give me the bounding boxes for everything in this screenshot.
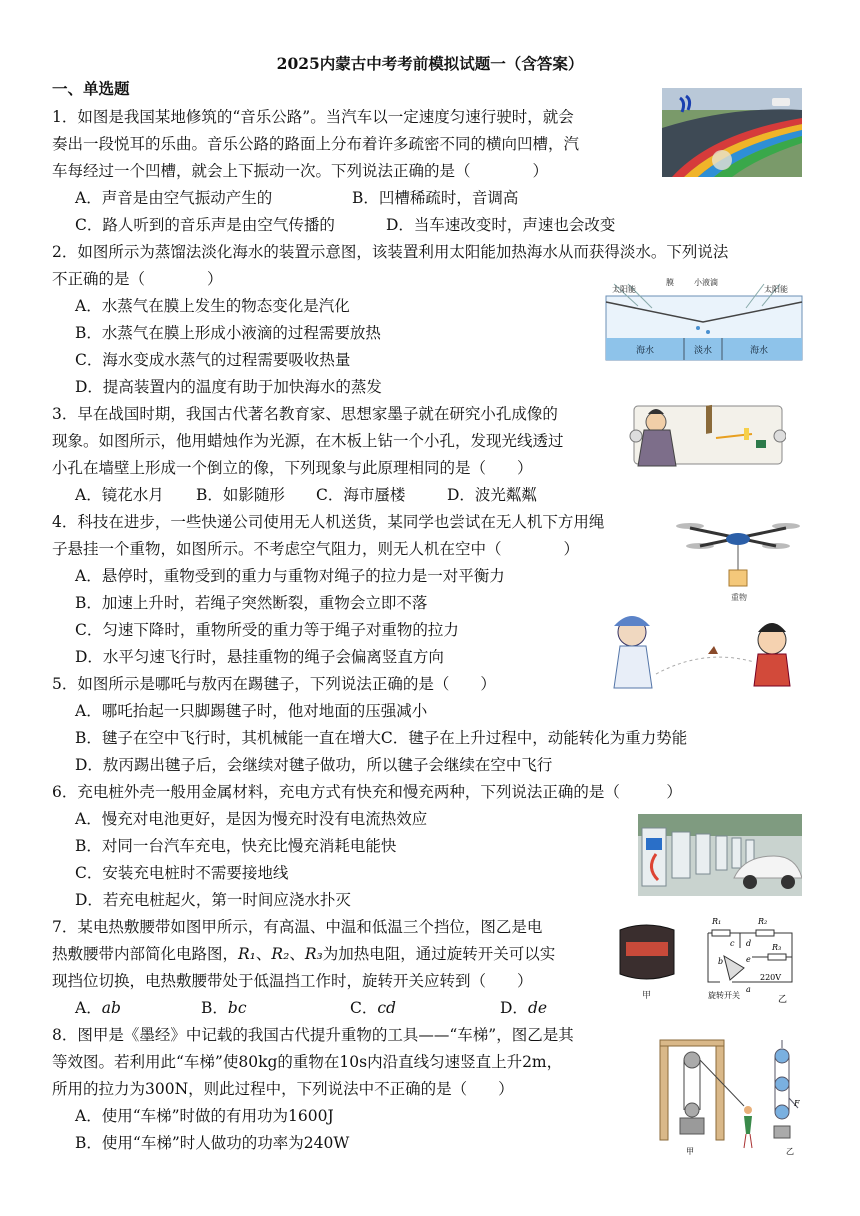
q8-option-a: A．使用“车梯”时做的有用功为1600J — [75, 1107, 334, 1125]
label-r2: R₂ — [758, 917, 768, 926]
label-solar-left: 太阳能 — [612, 285, 636, 294]
q7-r1-symbol: R₁ — [238, 945, 256, 963]
q5-option-d: D．敖丙踢出毽子后，会继续对毽子做功，所以毽子会继续在空中飞行 — [75, 756, 553, 774]
q4-option-a: A．悬停时，重物受到的重力与重物对绳子的拉力是一对平衡力 — [75, 567, 505, 585]
label-weight: 重物 — [731, 593, 747, 602]
q1-option-b: B．凹槽稀疏时，音调高 — [352, 189, 519, 207]
q7-r2-symbol: R₂ — [271, 945, 290, 963]
q6-option-d: D．若充电桩起火，第一时间应浇水扑灭 — [75, 891, 351, 909]
label-figure-yi: 乙 — [786, 1147, 794, 1156]
label-droplet: 小液滴 — [694, 278, 718, 287]
q7-stem-line3: 现挡位切换，电热敷腰带处于低温挡工作时，旋转开关应转到（ ） — [52, 972, 533, 990]
q2-option-a: A．水蒸气在膜上发生的物态变化是汽化 — [75, 297, 350, 315]
q3-stem-line3: 小孔在墙壁上形成一个倒立的像，下列现象与此原理相同的是（ ） — [52, 459, 533, 477]
label-node-a: a — [746, 985, 751, 994]
charging-station-photo — [638, 814, 802, 896]
q7-separator-2: 、 — [289, 945, 305, 963]
q1-stem-line2: 奏出一段悦耳的乐曲。音乐公路的路面上分布着许多疏密不同的横向凹槽，汽 — [52, 135, 580, 153]
q4-option-d: D．水平匀速飞行时，悬挂重物的绳子会偏离竖直方向 — [75, 648, 444, 666]
q7-option-a-letter: A． — [75, 999, 102, 1017]
label-rotary-switch: 旋转开关 — [708, 991, 740, 1000]
q7-option-d-value: de — [527, 999, 548, 1017]
q2-option-d: D．提高装置内的温度有助于加快海水的蒸发 — [75, 378, 382, 396]
nezha-aobing-shuttlecock-illustration — [604, 612, 800, 696]
label-r1: R₁ — [712, 917, 722, 926]
q7-option-b-value: bc — [227, 999, 247, 1017]
label-solar-right: 太阳能 — [764, 285, 788, 294]
label-voltage: 220V — [760, 973, 782, 982]
label-seawater-left: 海水 — [636, 346, 655, 356]
q3-option-d: D．波光粼粼 — [447, 486, 537, 504]
q7-option-b — [201, 998, 247, 1018]
label-node-d: d — [746, 939, 752, 948]
q4-option-b: B．加速上升时，若绳子突然断裂，重物会立即不落 — [75, 594, 428, 612]
mozi-pinhole-illustration — [626, 400, 786, 472]
q2-stem-line1: 2．如图所示为蒸馏法淡化海水的装置示意图，该装置利用太阳能加热海水从而获得淡水。下列说法 — [52, 243, 729, 261]
label-node-b: b — [718, 957, 724, 966]
label-seawater-right: 海水 — [750, 346, 769, 356]
q3-option-c: C．海市蜃楼 — [316, 486, 406, 504]
q2-option-b: B．水蒸气在膜上形成小液滴的过程需要放热 — [75, 324, 381, 342]
label-membrane: 膜 — [666, 278, 674, 287]
page-title: 2025内蒙古中考考前模拟试题一（含答案） — [276, 54, 584, 73]
q3-stem-line2: 现象。如图所示，他用蜡烛作为光源，在木板上钻一个小孔，发现光线透过 — [52, 432, 564, 450]
q7-option-d — [500, 998, 547, 1018]
q7-stem-line1: 7．某电热敷腰带如图甲所示，有高温、中温和低温三个挡位，图乙是电 — [52, 918, 543, 936]
q1-stem-line3: 车每经过一个凹槽，就会上下振动一次。下列说法正确的是（ ） — [52, 162, 549, 180]
q7-option-a — [75, 998, 121, 1018]
label-force-f: F — [794, 1099, 800, 1108]
section-heading: 一、单选题 — [52, 79, 130, 98]
q6-stem-line1: 6．充电桩外壳一般用金属材料，充电方式有快充和慢充两种，下列说法正确的是（ ） — [52, 783, 682, 801]
label-node-e: e — [746, 955, 751, 964]
car-ladder-pulley-figure — [652, 1036, 804, 1160]
q2-stem-line2: 不正确的是（ ） — [52, 270, 223, 288]
label-node-c: c — [730, 939, 735, 948]
q8-option-b: B．使用“车梯”时人做功的功率为240W — [75, 1134, 350, 1152]
desalination-diagram — [604, 276, 804, 362]
q7-stem-line2 — [52, 944, 555, 964]
q8-stem-line1: 8．图甲是《墨经》中记载的我国古代提升重物的工具——“车梯”，图乙是其 — [52, 1026, 574, 1044]
q7-option-c-letter: C． — [350, 999, 378, 1017]
label-figure-jia: 甲 — [686, 1147, 694, 1156]
q5-option-a: A．哪吒抬起一只脚踢毽子时，他对地面的压强减小 — [75, 702, 428, 720]
label-figure-jia: 甲 — [642, 991, 652, 1001]
q1-option-a: A．声音是由空气振动产生的 — [75, 189, 273, 207]
q1-option-d: D．当车速改变时，声速也会改变 — [386, 216, 616, 234]
q7-option-a-value: ab — [101, 999, 121, 1017]
label-r3: R₃ — [772, 943, 782, 952]
q6-option-b: B．对同一台汽车充电，快充比慢充消耗电能快 — [75, 837, 397, 855]
q2-option-c: C．海水变成水蒸气的过程需要吸收热量 — [75, 351, 351, 369]
q1-option-c: C．路人听到的音乐声是由空气传播的 — [75, 216, 335, 234]
q5-option-bc: B．毽子在空中飞行时，其机械能一直在增大C．毽子在上升过程中，动能转化为重力势能 — [75, 729, 688, 747]
q6-option-c: C．安装充电桩时不需要接地线 — [75, 864, 289, 882]
music-road-photo — [662, 88, 802, 177]
q3-option-b: B．如影随形 — [196, 486, 285, 504]
q8-stem-line3: 所用的拉力为300N，则此过程中，下列说法中不正确的是（ ） — [52, 1080, 514, 1098]
heating-belt-circuit-figure — [612, 912, 800, 1006]
q7-option-c-value: cd — [377, 999, 396, 1017]
q7-option-d-letter: D． — [500, 999, 528, 1017]
q8-stem-line2: 等效图。若利用此“车梯”使80kg的重物在10s内沿直线匀速竖直上升2m， — [52, 1053, 563, 1071]
q3-stem-line1: 3．早在战国时期，我国古代著名教育家、思想家墨子就在研究小孔成像的 — [52, 405, 558, 423]
q7-option-c — [350, 998, 396, 1018]
q7-line2-text-b: 为加热电阻，通过旋转开关可以实 — [322, 945, 556, 963]
q4-stem-line2: 子悬挂一个重物，如图所示。不考虑空气阻力，则无人机在空中（ ） — [52, 540, 580, 558]
drone-with-weight-diagram — [676, 512, 800, 604]
label-freshwater: 淡水 — [694, 346, 713, 356]
q1-stem-line1: 1．如图是我国某地修筑的“音乐公路”。当汽车以一定速度匀速行驶时，就会 — [52, 108, 574, 126]
q7-line2-text-a: 热敷腰带内部简化电路图， — [52, 945, 239, 963]
q4-option-c: C．匀速下降时，重物所受的重力等于绳子对重物的拉力 — [75, 621, 459, 639]
q7-r3-symbol: R₃ — [304, 945, 323, 963]
q3-option-a: A．镜花水月 — [75, 486, 164, 504]
q7-option-b-letter: B． — [201, 999, 228, 1017]
q5-stem-line1: 5．如图所示是哪吒与敖丙在踢毽子，下列说法正确的是（ ） — [52, 675, 496, 693]
q6-option-a: A．慢充对电池更好，是因为慢充时没有电流热效应 — [75, 810, 428, 828]
label-figure-yi: 乙 — [778, 995, 788, 1005]
q7-separator-1: 、 — [255, 945, 272, 963]
q4-stem-line1: 4．科技在进步，一些快递公司使用无人机送货，某同学也尝试在无人机下方用绳 — [52, 513, 605, 531]
